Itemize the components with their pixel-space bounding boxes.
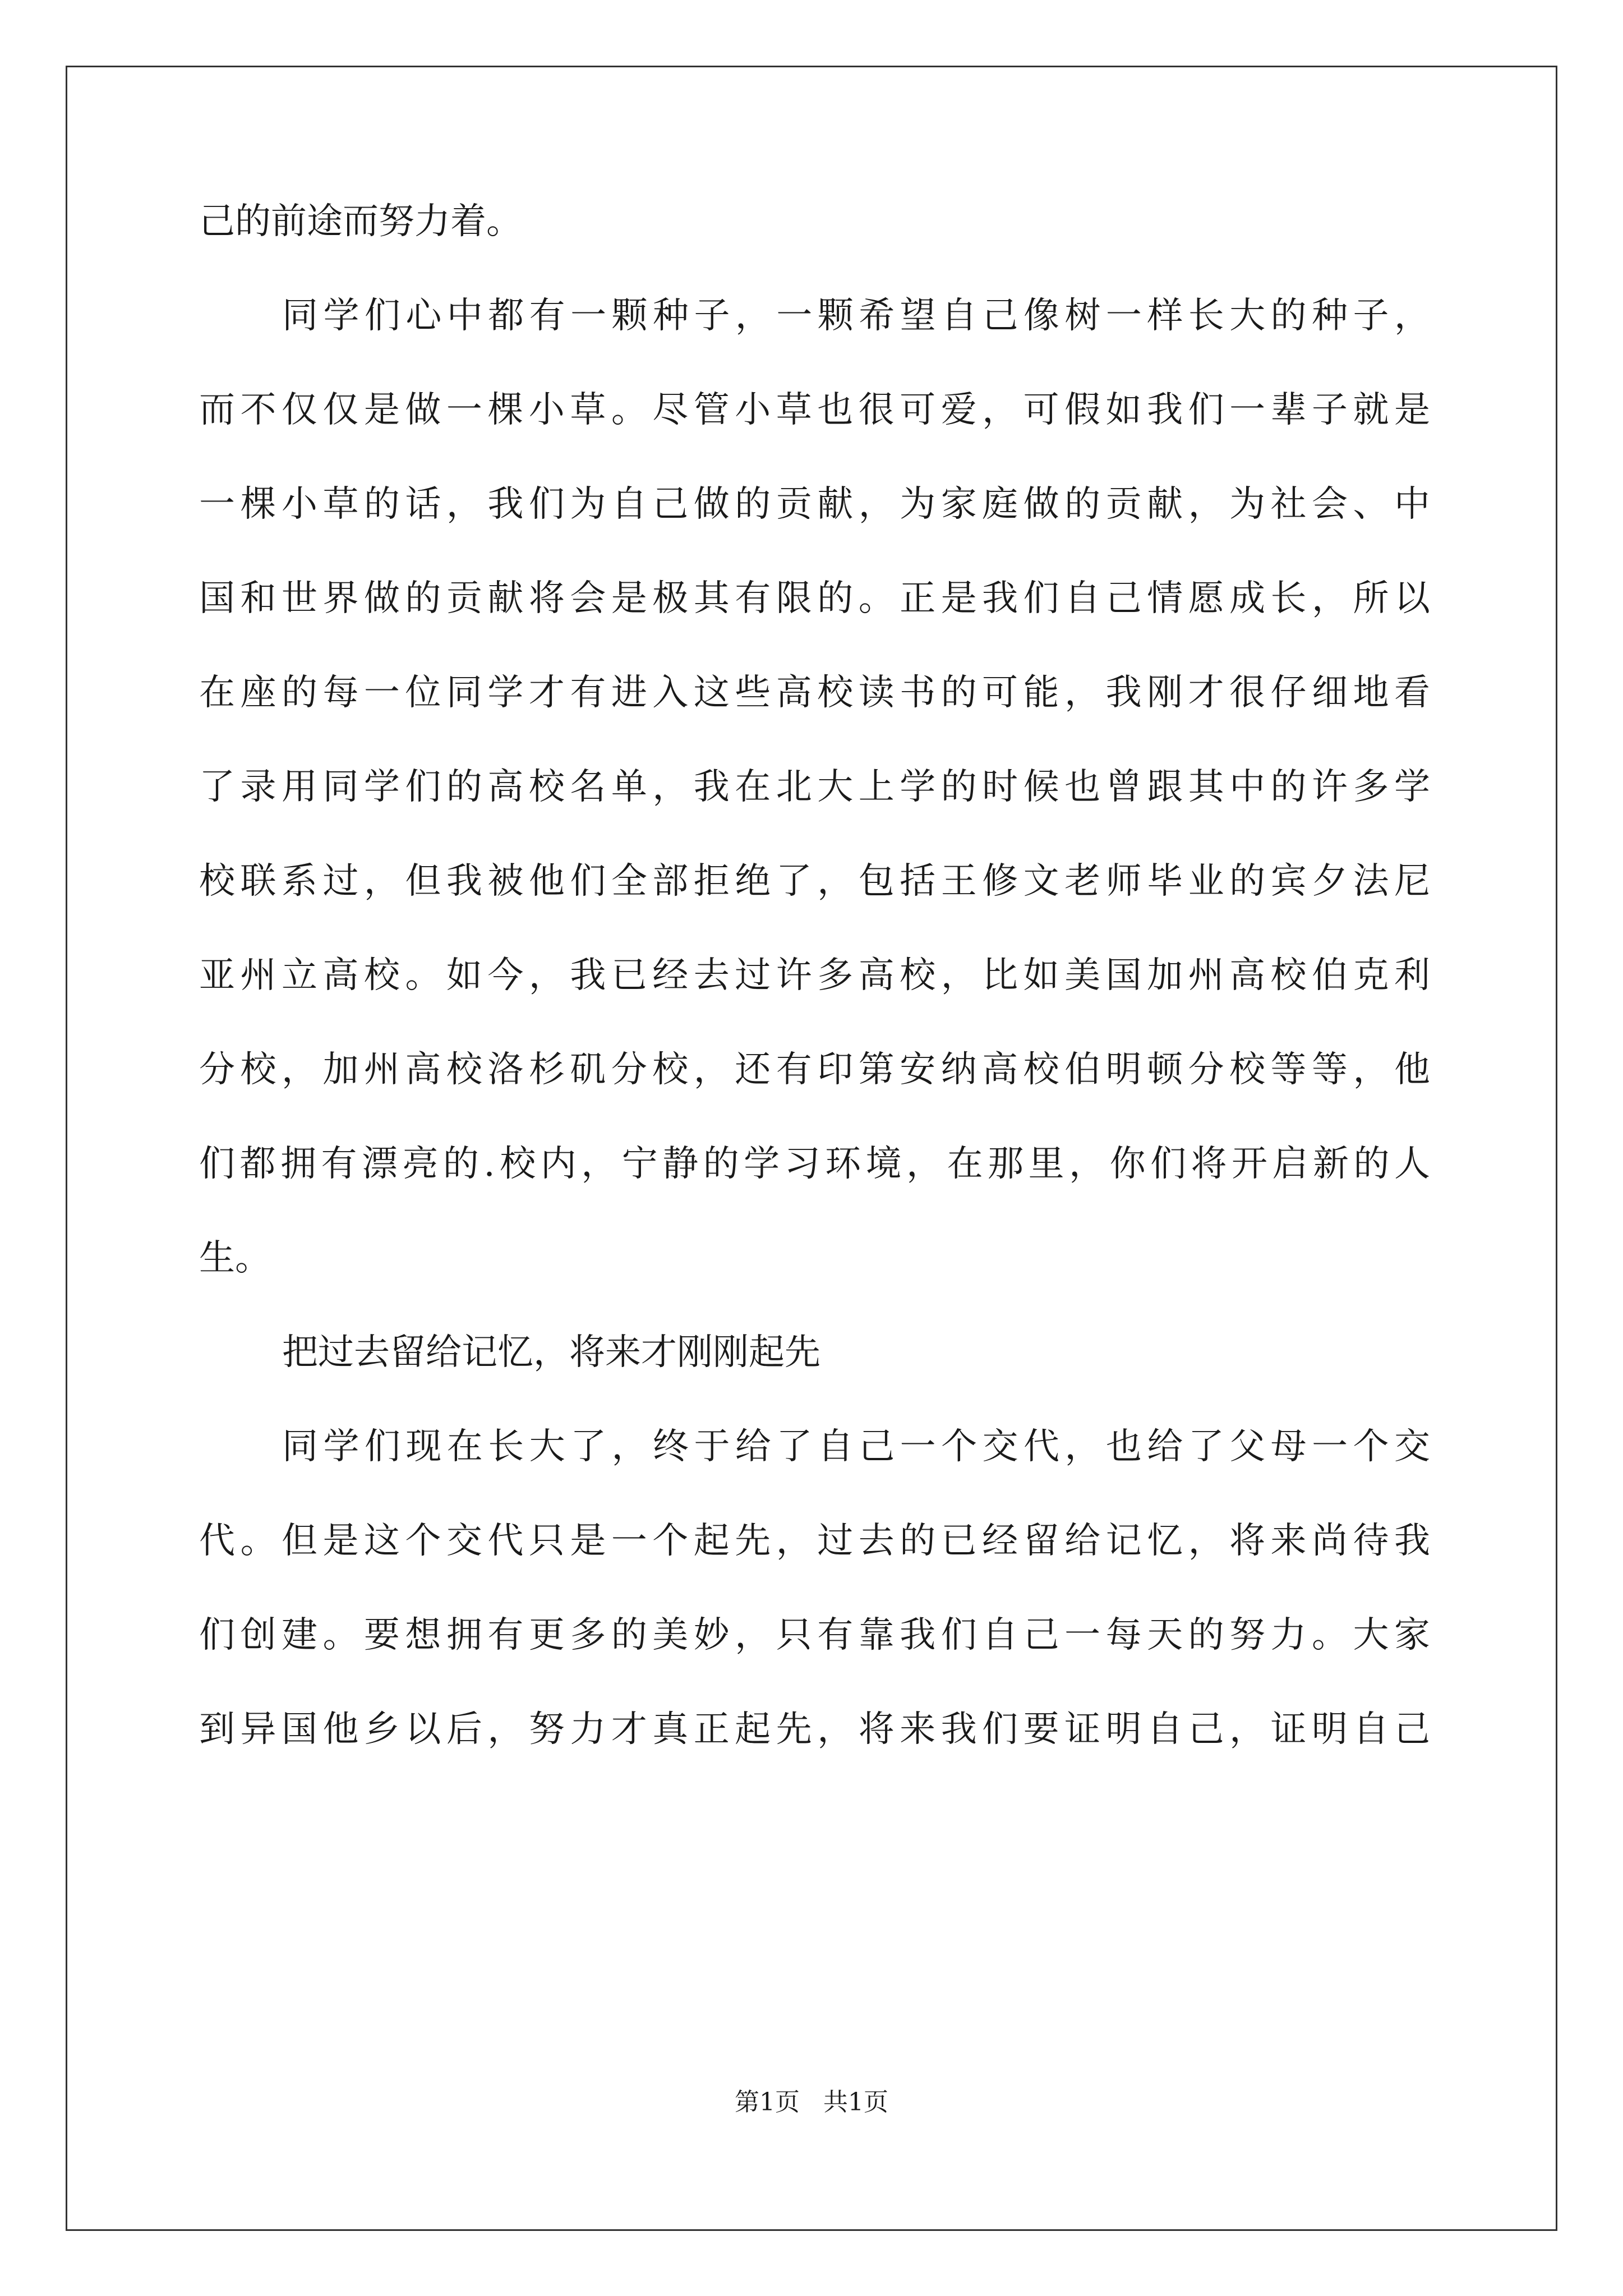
text-line: 己的前途而努力着。 xyxy=(199,201,522,242)
text-line: 同学们心中都有一颗种子，一颗希望自己像树一样长大的种子， xyxy=(282,295,1430,337)
text-line: 到异国他乡以后，努力才真正起先，将来我们要证明自己，证明自己 xyxy=(199,1709,1430,1750)
section-heading: 把过去留给记忆，将来才刚刚起先 xyxy=(282,1332,820,1373)
text-line: 在座的每一位同学才有进入这些高校读书的可能，我刚才很仔细地看 xyxy=(199,672,1430,714)
page-total: 共1页 xyxy=(823,2088,888,2116)
page-footer xyxy=(0,2087,1623,2118)
text-line: 分校，加州高校洛杉矶分校，还有印第安纳高校伯明顿分校等等，他 xyxy=(199,1049,1430,1091)
text-line: 国和世界做的贡献将会是极其有限的。正是我们自己情愿成长，所以 xyxy=(199,578,1430,619)
text-line: 同学们现在长大了，终于给了自己一个交代，也给了父母一个交 xyxy=(282,1426,1430,1467)
text-line: 生。 xyxy=(199,1237,271,1279)
text-line: 们创建。要想拥有更多的美妙，只有靠我们自己一每天的努力。大家 xyxy=(199,1614,1430,1656)
text-line: 了录用同学们的高校名单，我在北大上学的时候也曾跟其中的许多学 xyxy=(199,766,1430,808)
text-line: 代。但是这个交代只是一个起先，过去的已经留给记忆，将来尚待我 xyxy=(199,1520,1430,1562)
text-line: 亚州立高校。如今，我已经去过许多高校，比如美国加州高校伯克利 xyxy=(199,955,1430,996)
text-line: 而不仅仅是做一棵小草。尽管小草也很可爱，可假如我们一辈子就是 xyxy=(199,389,1430,431)
text-line: 们都拥有漂亮的.校内，宁静的学习环境，在那里，你们将开启新的人 xyxy=(199,1143,1430,1185)
page-number: 第1页 xyxy=(735,2088,800,2116)
text-line: 校联系过，但我被他们全部拒绝了，包括王修文老师毕业的宾夕法尼 xyxy=(199,861,1430,902)
text-line: 一棵小草的话，我们为自己做的贡献，为家庭做的贡献，为社会、中 xyxy=(199,484,1430,525)
